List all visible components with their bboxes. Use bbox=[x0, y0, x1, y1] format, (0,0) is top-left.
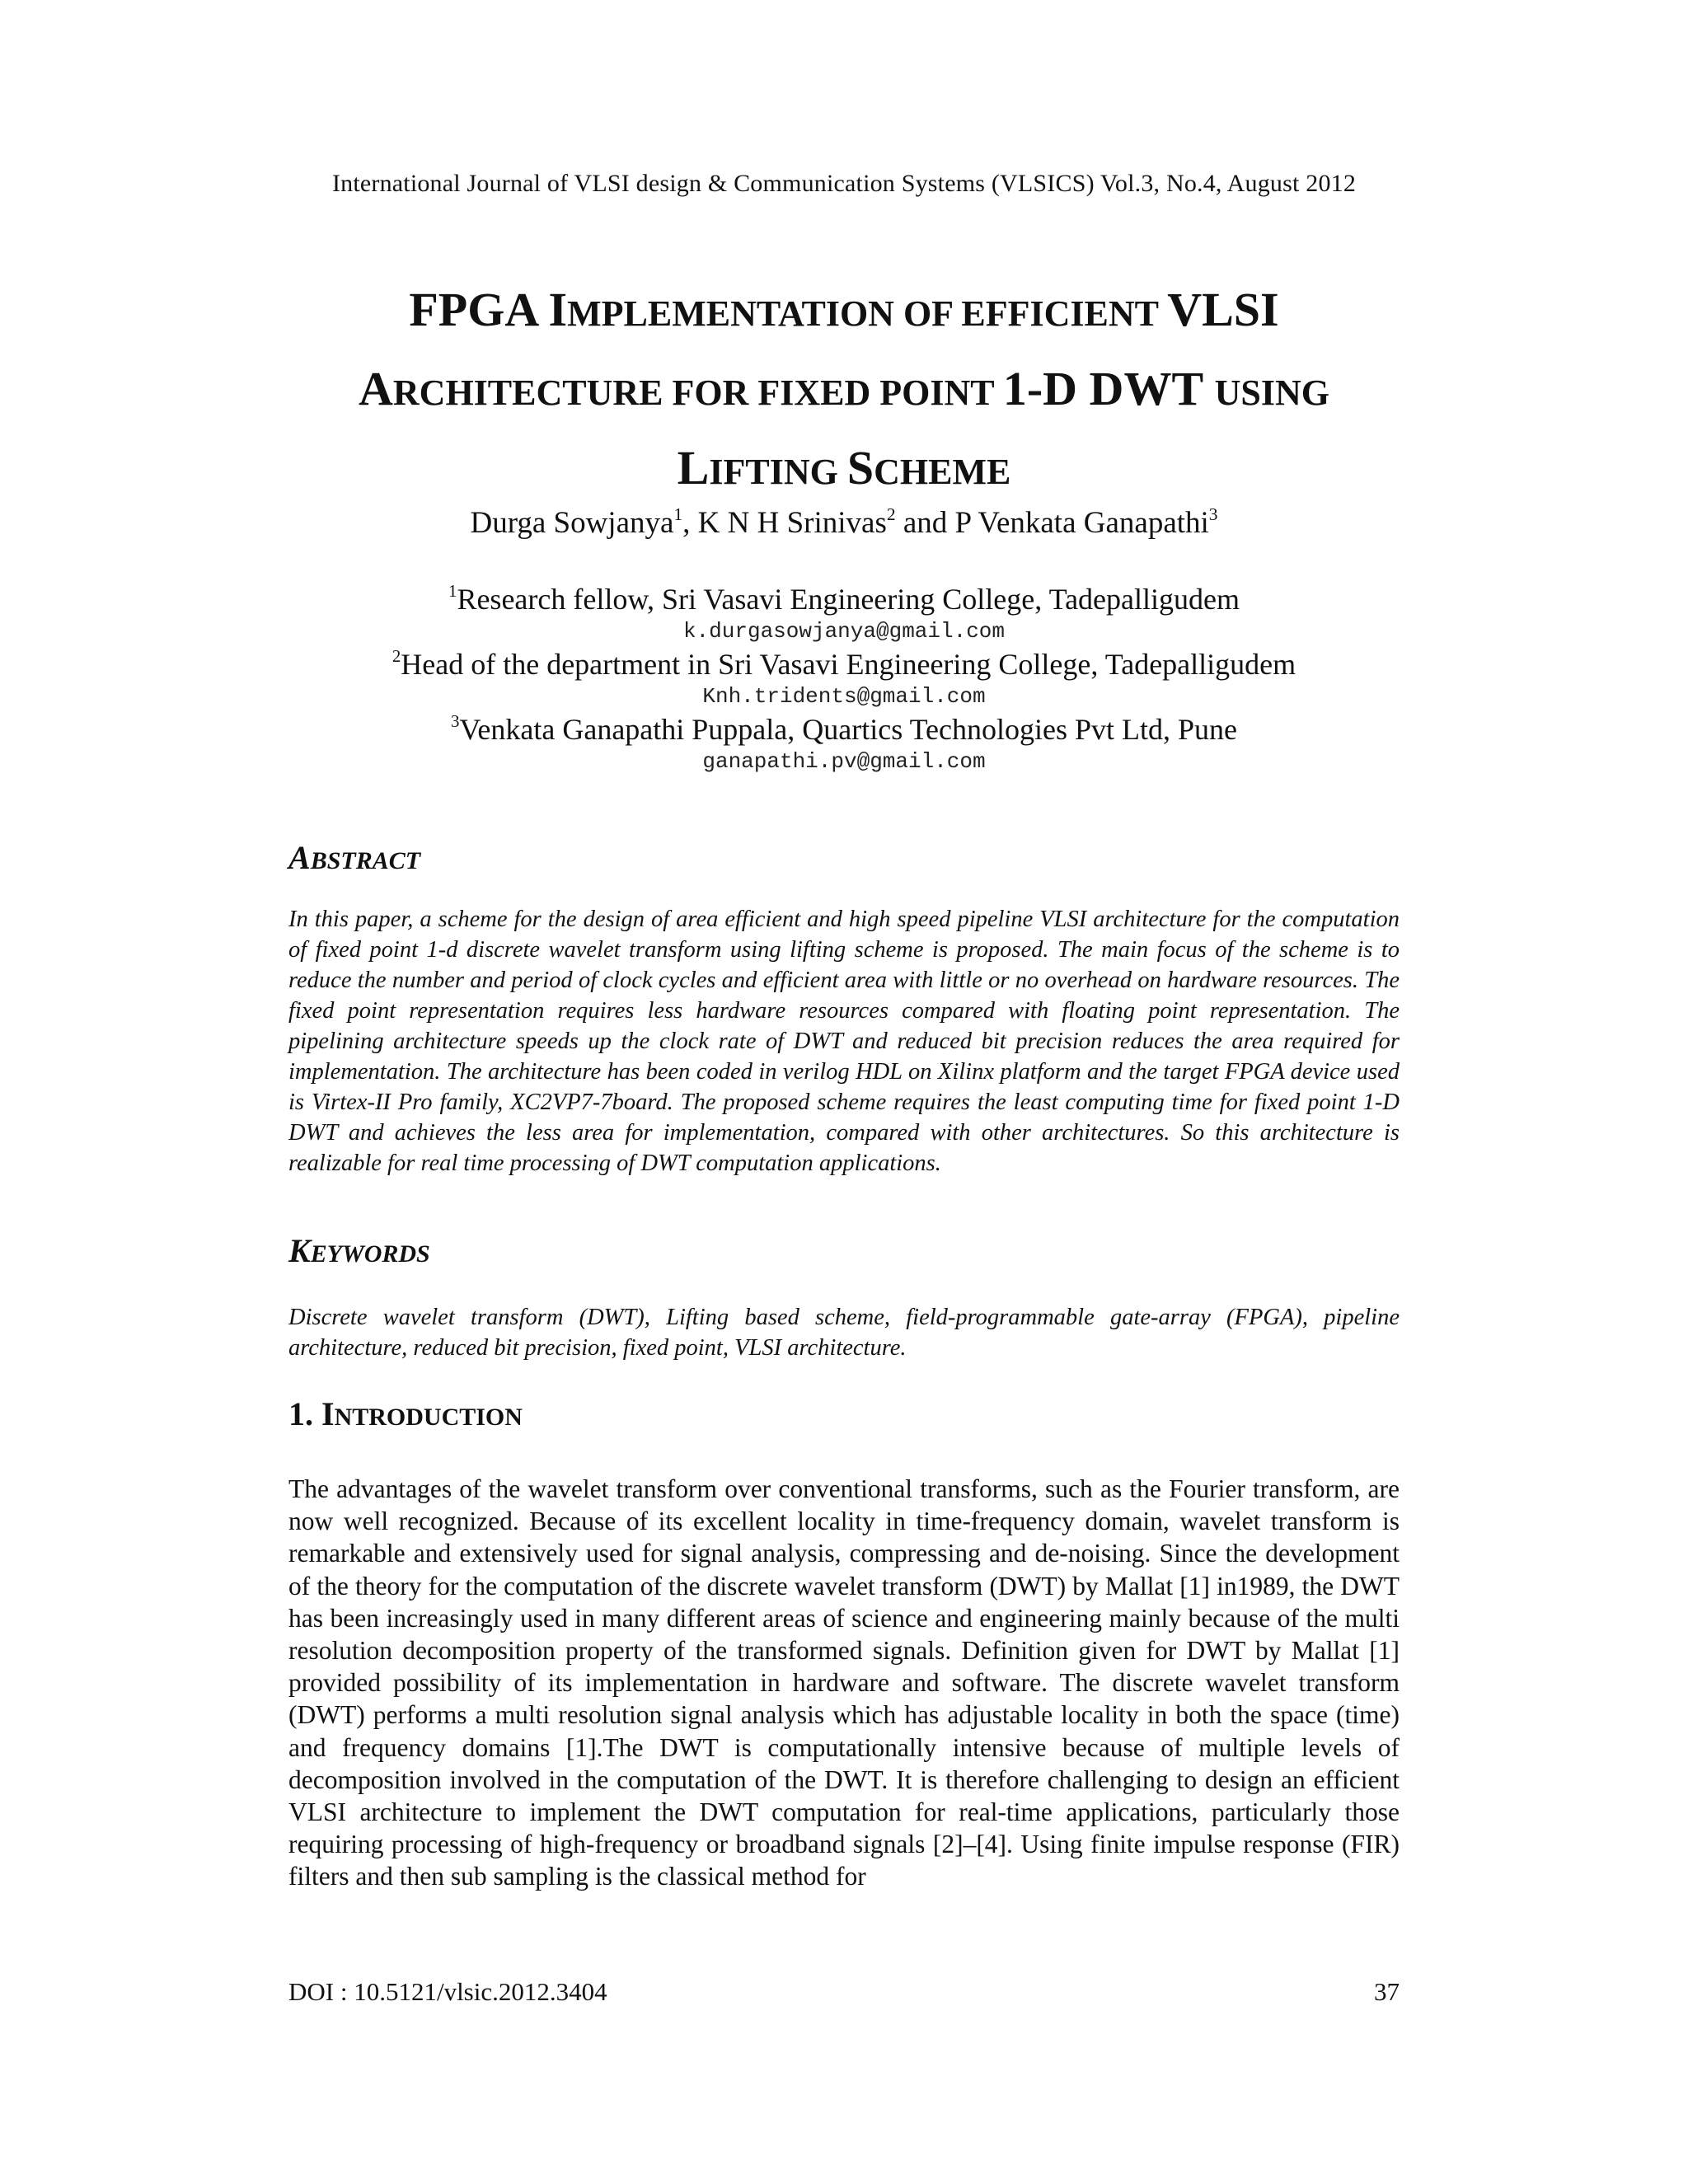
affiliation-text bbox=[0, 646, 1688, 682]
affiliation-superscript: 3 bbox=[450, 710, 460, 731]
author-name: P Venkata Ganapathi bbox=[954, 506, 1209, 540]
page-number: 37 bbox=[1374, 1977, 1400, 2006]
title-segment: MPLEMENTATION OF EFFICIENT bbox=[567, 293, 1168, 334]
paper-title bbox=[206, 276, 1482, 513]
abstract-text: In this paper, a scheme for the design of area efficient and high speed pipeline VLSI architecture for the computation of fixed point 1-d discrete wavelet transform using lifting scheme is proposed. The main focus of the scheme is to reduce the number and period of clock cycles and efficient area with little or no overhead on hardware resources. The fixed point representation requires less hardware resources compared with floating point representation. The pipelining architecture speeds up the clock rate of DWT and reduced bit precision reduces the area required for implementation. The architecture has been coded in verilog HDL on Xilinx platform and the target FPGA device used is Virtex-II Pro family, XC2VP7-7board. The proposed scheme requires the least computing time for fixed point 1-D DWT and achieves the less area for implementation, compared with other architectures. So this architecture is realizable for real time processing of DWT computation applications. bbox=[288, 907, 1400, 1176]
title-line-1 bbox=[206, 276, 1482, 355]
author-name: Durga Sowjanya bbox=[470, 506, 674, 540]
journal-header: International Journal of VLSI design & Communication Systems (VLSICS) Vol.3, No.4, August 2012 bbox=[331, 170, 1357, 197]
heading-initial: A bbox=[288, 839, 311, 876]
heading-number: 1. bbox=[288, 1395, 321, 1432]
author-separator: , bbox=[682, 506, 698, 540]
author-name: K N H Srinivas bbox=[697, 506, 887, 540]
affiliation-superscript: 2 bbox=[392, 645, 401, 666]
author-separator: and bbox=[895, 506, 955, 540]
title-segment: IFTING bbox=[709, 452, 847, 492]
affiliation-email: k.durgasowjanya@gmail.com bbox=[682, 619, 1006, 644]
title-segment: USING bbox=[1214, 373, 1329, 413]
heading-initial: K bbox=[288, 1232, 311, 1269]
author-list bbox=[0, 505, 1688, 541]
affiliation-label: Head of the department in Sri Vasavi Engineering College, Tadepalligudem bbox=[401, 648, 1296, 681]
affiliation-email: Knh.tridents@gmail.com bbox=[702, 684, 986, 709]
title-segment: L bbox=[677, 441, 710, 494]
heading-initial: I bbox=[321, 1395, 335, 1432]
introduction-text: The advantages of the wavelet transform over conventional transforms, such as the Fourier transform, are now well recognized. Because of its excellent locality in time-frequency domain, wavelet transform is remarkable and extensively used for signal analysis, compressing and de-noising. Since the development of the theory for the computation of the discrete wavelet transform (DWT) by Mallat [1] in1989, the DWT has been increasingly used in many different areas of science and engineering mainly because of the multi resolution decomposition property of the transformed signals. Definition given for DWT by Mallat [1] provided possibility of its implementation in hardware and software. The discrete wavelet transform (DWT) performs a multi resolution signal analysis which has adjustable locality in both the space (time) and frequency domains [1].The DWT is computationally intensive because of multiple levels of decomposition involved in the computation of the DWT. It is therefore challenging to design an efficient VLSI architecture to implement the DWT computation for real-time applications, particularly those requiring processing of high-frequency or broadband signals [2]–[4]. Using finite impulse response (FIR) filters and then sub sampling is the classical method for bbox=[288, 1474, 1400, 1891]
title-line-3 bbox=[206, 434, 1482, 513]
title-segment: CHEME bbox=[874, 452, 1011, 492]
title-segment: VLSI bbox=[1167, 283, 1279, 336]
keywords-text: Discrete wavelet transform (DWT), Lifting based scheme, field-programmable gate-array (FPGA), pipeline architecture, reduced bit precision, fixed point, VLSI architecture. bbox=[288, 1305, 1400, 1361]
title-segment: I bbox=[548, 283, 568, 336]
abstract-heading bbox=[288, 841, 420, 879]
title-line-2 bbox=[206, 355, 1482, 434]
title-segment: 1-D DWT bbox=[1002, 362, 1215, 415]
affiliation-label: Venkata Ganapathi Puppala, Quartics Technologies Pvt Ltd, Pune bbox=[459, 713, 1238, 746]
affiliation-text bbox=[0, 581, 1688, 617]
doi-link[interactable]: DOI : 10.5121/vlsic.2012.3404 bbox=[288, 1977, 607, 2006]
page-footer bbox=[288, 1976, 1400, 2008]
introduction-heading bbox=[288, 1397, 523, 1435]
affiliation-email: ganapathi.pv@gmail.com bbox=[702, 749, 986, 774]
affiliation-label: Research fellow, Sri Vasavi Engineering College, Tadepalligudem bbox=[457, 583, 1240, 616]
title-segment: A bbox=[359, 362, 393, 415]
affiliation-1 bbox=[0, 581, 1688, 645]
heading-rest: NTRODUCTION bbox=[334, 1404, 523, 1431]
affiliation-text bbox=[0, 711, 1688, 748]
author-superscript: 2 bbox=[886, 504, 896, 524]
heading-rest: EYWORDS bbox=[310, 1240, 430, 1268]
title-segment: RCHITECTURE FOR FIXED POINT bbox=[392, 373, 1003, 413]
author-superscript: 1 bbox=[673, 504, 683, 524]
title-segment: S bbox=[846, 441, 874, 494]
keywords-heading bbox=[288, 1234, 430, 1272]
heading-rest: BSTRACT bbox=[310, 847, 421, 874]
author-superscript: 3 bbox=[1208, 504, 1218, 524]
title-segment: FPGA bbox=[409, 283, 549, 336]
affiliation-superscript: 1 bbox=[448, 580, 457, 601]
affiliation-3 bbox=[0, 711, 1688, 776]
affiliation-2 bbox=[0, 646, 1688, 710]
